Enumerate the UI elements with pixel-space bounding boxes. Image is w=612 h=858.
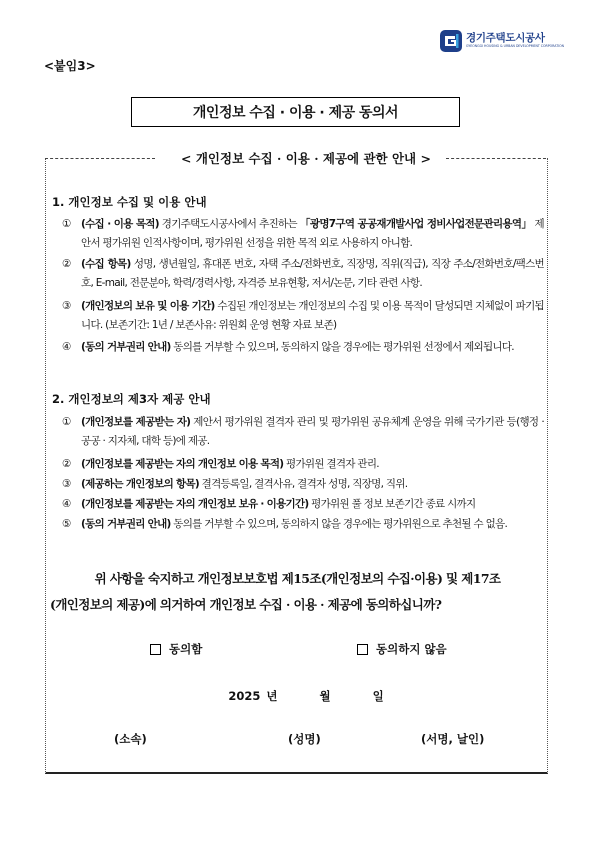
logo-subtitle: GYEONGGI HOUSING & URBAN DEVELOPMENT CORPORATION: [466, 44, 564, 48]
item-number: ④: [62, 498, 71, 510]
notice-title: < 개인정보 수집 · 이용 · 제공에 관한 안내 >: [181, 151, 431, 166]
item-body: 평가위원 풀 정보 보존기간 종료 시까지: [308, 498, 476, 510]
section1-item-4: [62, 338, 544, 357]
signature-affiliation: (소속): [114, 732, 147, 746]
section1-heading: 1. 개인정보 수집 및 이용 안내: [52, 195, 207, 209]
item-label: (개인정보를 제공받는 자): [81, 416, 191, 428]
date-month-unit: 월: [319, 689, 331, 703]
project-name: 「광명7구역 공공재개발사업 정비사업전문관리용역」: [299, 218, 532, 230]
item-number: ①: [62, 416, 71, 428]
disagree-option[interactable]: [357, 641, 447, 657]
item-body: 동의를 거부할 수 있으며, 동의하지 않을 경우에는 평가위원 선정에서 제외됩니다.: [170, 341, 514, 353]
item-text: [81, 215, 544, 253]
signature-sign: (서명, 날인): [421, 732, 485, 746]
date-year-unit: 년: [266, 689, 278, 703]
item-number: ②: [62, 458, 71, 470]
agree-checkbox[interactable]: [150, 644, 161, 655]
item-text: [81, 455, 544, 474]
item-text: [81, 515, 544, 534]
agree-option[interactable]: [150, 641, 202, 657]
section2-item-4: [62, 495, 544, 514]
section2-item-1: [62, 413, 544, 451]
item-number: ③: [62, 478, 71, 490]
item-number: ①: [62, 218, 71, 230]
item-label: (수집 · 이용 목적): [81, 218, 159, 230]
item-text: [81, 413, 544, 451]
section2-item-2: [62, 455, 544, 474]
item-body: 평가위원 결격자 관리.: [283, 458, 379, 470]
item-text: [81, 475, 544, 494]
item-number: ②: [62, 258, 71, 270]
item-label: (개인정보의 보유 및 이용 기간): [81, 300, 215, 312]
item-label: (동의 거부권리 안내): [81, 518, 171, 530]
disagree-checkbox[interactable]: [357, 644, 368, 655]
date-day-unit: 일: [372, 689, 384, 703]
item-text: [81, 495, 544, 514]
section2-item-3: [62, 475, 544, 494]
item-number: ⑤: [62, 518, 71, 530]
section2-heading: 2. 개인정보의 제3자 제공 안내: [52, 392, 211, 406]
item-body: 제안서 평가위원 결격자 관리 및 평가위원 공유체계 운영을 위해 국가기관 등(행정 · 공공 · 지자체, 대학 등)에 제공.: [81, 416, 544, 447]
date-line: [0, 688, 612, 704]
consent-question-line1: 위 사항을 숙지하고 개인정보보호법 제15조(개인정보의 수집·이용) 및 제17조: [94, 571, 501, 586]
section1-item-3: [62, 297, 544, 335]
item-label: (개인정보를 제공받는 자의 개인정보 이용 목적): [81, 458, 284, 470]
item-body: 경기주택도시공사에서 추진하는: [158, 218, 300, 230]
section1-item-2: [62, 255, 544, 293]
disagree-label: 동의하지 않음: [376, 642, 447, 656]
item-body: 수집된 개인정보는 개인정보의 수집 및 이용 목적이 달성되면 지체없이 파기됩니다. (보존기간: 1년 / 보존사유: 위원회 운영 현황 자료 보존): [81, 300, 544, 331]
item-body: 제안서 평가위원 인적사항이며, 평가위원 선정을 위한 목적 외로 사용하지 아니함.: [81, 218, 544, 249]
item-body: 동의를 거부할 수 있으며, 동의하지 않을 경우에는 평가위원으로 추천될 수 없음.: [170, 518, 508, 530]
document-title: 개인정보 수집 · 이용 · 제공 동의서: [131, 97, 460, 127]
item-body: 결격등록일, 결격사유, 결격자 성명, 직장명, 직위.: [198, 478, 408, 490]
item-label: (수집 항목): [81, 258, 131, 270]
consent-question-line2: (개인정보의 제공)에 의거하여 개인정보 수집 · 이용 · 제공에 동의하십니까?: [50, 597, 442, 612]
agree-label: 동의함: [169, 642, 203, 656]
signature-name: (성명): [288, 732, 321, 746]
item-body: 성명, 생년월일, 휴대폰 번호, 자택 주소/전화번호, 직장명, 직위(직급), 직장 주소/전화번호/팩스번호, E-mail, 전문분야, 학력/경력사항, 자격증 보유현황, 저서/논문, 기타 관련 사항.: [81, 258, 544, 289]
section2-item-5: [62, 515, 544, 534]
company-logo: [440, 30, 564, 52]
item-number: ④: [62, 341, 71, 353]
section1-item-1: [62, 215, 544, 253]
item-label: (제공하는 개인정보의 항목): [81, 478, 199, 490]
date-year: 2025: [228, 689, 261, 703]
item-label: (개인정보를 제공받는 자의 개인정보 보유 · 이용기간): [81, 498, 309, 510]
item-number: ③: [62, 300, 71, 312]
gh-logo-icon: [440, 30, 462, 52]
item-text: [81, 297, 544, 335]
attachment-label: <붙임3>: [44, 59, 96, 73]
logo-name: 경기주택도시공사: [466, 32, 545, 44]
item-text: [81, 338, 544, 357]
item-label: (동의 거부권리 안내): [81, 341, 171, 353]
item-text: [81, 255, 544, 293]
